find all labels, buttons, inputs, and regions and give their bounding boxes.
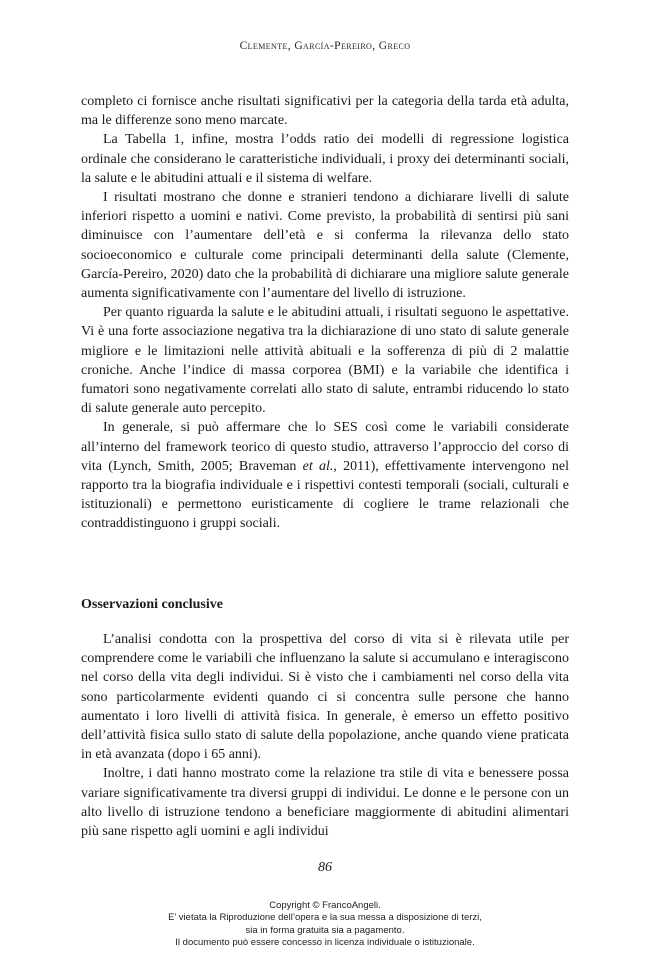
copyright-line: sia in forma gratuita sia a pagamento. <box>245 924 405 936</box>
paragraph-in-generale-part-2: , 2011), effettivamente intervengono nel rapporto tra la biografia individuale e i rispettivi contesti temporali (sociali, culturali e istituzionali) e permettono euristicamente di cogliere le trame relazionali che contraddistinguono i gruppi sociali. <box>81 458 569 532</box>
paragraph-in-generale-part-1: In generale, si può affermare che lo SES così come le variabili considerate all’interno del framework teorico di questo studio, attraverso l’approccio del corso di vita (Lynch, Smith, 2005; Braveman <box>81 420 569 474</box>
copyright-line: Il documento può essere concesso in licenza individuale o istituzionale. <box>175 937 475 949</box>
paragraph-continued: completo ci fornisce anche risultati significativi per la categoria della tarda età adulta, ma le differenze sono meno marcate. <box>81 94 569 129</box>
copyright-line: Copyright © FrancoAngeli. <box>269 900 381 911</box>
running-head: Clemente, García-Pereiro, Greco <box>239 40 411 52</box>
paragraph-analisi: L’analisi condotta con la prospettiva del corso di vita si è rilevata utile per comprendere come le variabili che influenzano la salute si accumulano e interagiscono nel corso della vita degli individui. Si è visto che i cambiamenti nel corso della vita sono particolarmente evidenti quando ci si concentra sulle persone che hanno aumentato i loro livelli di attività fisica. In generale, è emerso un effetto positivo dell’attività fisica sullo stato di salute della popolazione, anche quando viene praticata in età avanzata (dopo i 65 anni). <box>81 632 569 763</box>
paragraph-inoltre: Inoltre, i dati hanno mostrato come la relazione tra stile di vita e benessere possa variare significativamente tra diversi gruppi di individui. Le donne e le persone con un alto livello di istruzione tendono a beneficiare maggiormente di abitudini alimentari più sane rispetto agli uomini e agli individui <box>81 766 569 840</box>
page-number: 86 <box>318 860 332 875</box>
et-al-citation: et al. <box>302 458 334 474</box>
paragraph-tabella: La Tabella 1, infine, mostra l’odds ratio dei modelli di regressione logistica ordinale che considerano le caratteristiche individuali, i proxy dei determinanti sociali, la salute e le abitudini attuali e il sistema di welfare. <box>81 132 569 186</box>
paragraph-abitudini: Per quanto riguarda la salute e le abitudini attuali, i risultati seguono le aspettative. Vi è una forte associazione negativa tra la dichiarazione di uno stato di salute generale migliore e le limitazioni nelle attività abituali e la sofferenza di più di 2 malattie croniche. Anche l’indice di massa corporea (BMI) e la variabile che identifica i fumatori sono negativamente correlati allo stato di salute, entrambi riducendo lo stato di salute generale auto percepito. <box>81 305 569 417</box>
copyright-line: E’ vietata la Riproduzione dell’opera e la sua messa a disposizione di terzi, <box>168 912 482 924</box>
paragraph-in-generale <box>81 418 569 533</box>
body-text-top <box>81 92 569 534</box>
body-text-bottom <box>81 630 569 841</box>
paragraph-risultati: I risultati mostrano che donne e stranieri tendono a dichiarare livelli di salute inferiori rispetto a uomini e nativi. Come previsto, la probabilità di sentirsi più sani diminuisce con l’aumentare dell’età e si conferma la rilevanza dello stato socioeconomico e culturale come principali determinanti della salute (Clemente, García-Pereiro, 2020) dato che la probabilità di dichiarare una migliore salute generale aumenta significativamente con l’aumentare del livello di istruzione. <box>81 190 569 302</box>
section-heading: Osservazioni conclusive <box>81 597 223 612</box>
copyright-notice <box>0 900 650 950</box>
